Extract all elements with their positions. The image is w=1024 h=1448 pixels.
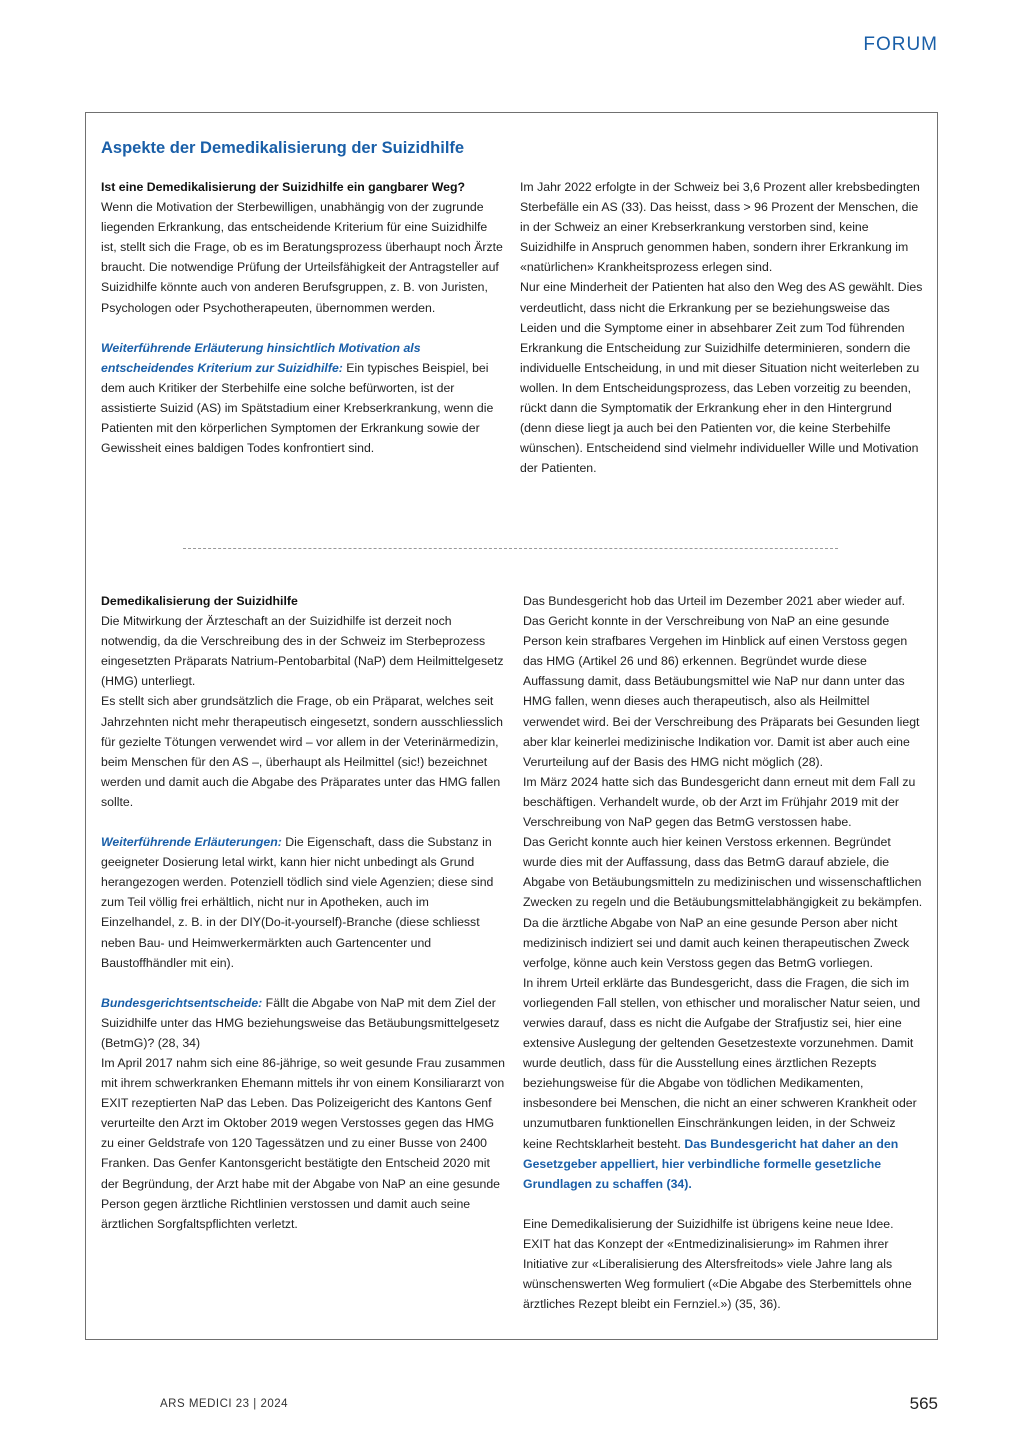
motivation-lead: Weiterführende Erläuterung hinsichtlich Motivation als entscheidendes Kriterium zur Suizidhilfe: <box>101 340 421 375</box>
question-text: Wenn die Motivation der Sterbewilligen, unabhängig von der zugrunde liegenden Erkrankung, das entscheidende Kriterium für eine Suizidhilfe ist, stellt sich die Frage, ob es im Beratungsprozess überhaupt noch Ärzte braucht. Die notwendige Prüfung der Urteilsfähigkeit der Antragsteller auf Suizidhilfe könnte auch von anderen Berufsgruppen, z. B. von Juristen, Psychologen oder Psychotherapeuten, übernommen werden. <box>101 200 503 315</box>
demedicalization-text: Die Mitwirkung der Ärzteschaft an der Suizidhilfe ist derzeit noch notwendig, da die Verschreibung des in der Schweiz im Sterbeprozess eingesetzten Präparats Natrium-Pentobarbital (NaP) dem Heilmittelgesetz (HMG) unterliegt. <box>101 614 504 689</box>
ruling-2021-paragraph: Das Bundesgericht hob das Urteil im Dezember 2021 aber wieder auf. Das Gericht konnte in der Verschreibung von NaP an eine gesunde Person kein strafbares Vergehen im Hinblick auf einen Verstoss gegen das HMG (Artikel 26 und 86) erkennen. Begründet wurde diese Auffassung damit, dass Betäubungsmittel wie NaP nur dann unter das HMG fallen, wenn dieses auch therapeutisch, also als Heilmittel verwendet wird. Bei der Verschreibung des Präparats bei Gesunden liegt aber klar keinerlei medizinische Indikation vor. Damit ist aber auch eine Verurteilung auf der Basis des HMG nicht möglich (28). <box>523 594 920 769</box>
rulings-lead: Bundesgerichtsentscheide: <box>101 995 263 1010</box>
question-heading: Ist eine Demedikalisierung der Suizidhilfe ein gangbarer Weg? <box>101 180 465 194</box>
minority-paragraph: Nur eine Minderheit der Patienten hat also den Weg des AS gewählt. Dies verdeutlicht, dass nicht die Erkrankung per se beziehungsweise das Leiden und die Symptome einer in absehbarer Zeit zum Tod führenden Erkrankung die Entscheidung zur Suizidhilfe determinieren, sondern die individuelle Entscheidung, in und mit dieser Situation nicht weiterleben zu wollen. In dem Entscheidungsprozess, das Leben vorzeitig zu beenden, rückt dann die Symptomatik der Erkrankung eher in den Hintergrund (denn diese liegt ja auch bei den Patienten vor, die keine Sterbehilfe wünschen). Entscheidend sind vielmehr individueller Wille und Motivation der Patienten. <box>520 280 923 476</box>
rulings-text: Fällt die Abgabe von NaP mit dem Ziel der Suizidhilfe unter das HMG beziehungsweise das Betäubungsmittelgesetz (BetmG)? (28, 34) <box>101 995 500 1050</box>
statistics-paragraph: Im Jahr 2022 erfolgte in der Schweiz bei 3,6 Prozent aller krebsbedingten Sterbefälle ein AS (33). Das heisst, dass > 96 Prozent der Menschen, die in der Schweiz an einer Krebserkrankung verstorben sind, keine Suizidhilfe in Anspruch genommen haben, sondern ihrer Erkrankung im «natürlichen» Krankheitsprozess erlegen sind. <box>520 180 920 275</box>
betmg-paragraph: Das Gericht konnte auch hier keinen Verstoss erkennen. Begründet wurde dies mit der Auffassung, dass das BetmG darauf abziele, die Abgabe von Betäubungsmitteln zu medizinischen und wissenschaftlichen Zwecken zu regeln und die Betäubungsmittelabhängigkeit zu bekämpfen. Da die ärztliche Abgabe von NaP an eine gesunde Person aber nicht medizinisch indiziert sei und damit auch keinen therapeutischen Zweck verfolge, könne auch kein Verstoss gegen das BetmG vorliegen. <box>523 835 923 970</box>
demedicalization-paragraph <box>101 591 505 691</box>
verdict-highlight: Das Bundesgericht hat daher an den Gesetzgeber appelliert, hier verbindliche formelle gesetzliche Grundlagen zu schaffen (34). <box>523 1136 899 1191</box>
motivation-paragraph <box>101 338 505 459</box>
ruling-2024-paragraph: Im März 2024 hatte sich das Bundesgericht dann erneut mit dem Fall zu beschäftigen. Verhandelt wurde, ob der Arzt im Frühjahr 2019 mit der Verschreibung von NaP gegen das BetmG verstossen habe. <box>523 774 916 830</box>
part1-column-2 <box>520 177 924 478</box>
rulings-paragraph <box>101 993 505 1053</box>
exit-paragraph: Eine Demedikalisierung der Suizidhilfe ist übrigens keine neue Idee. EXIT hat das Konzept der «Entmedizinalisierung» im Rahmen ihrer Initiative zur «Liberalisierung des Altersfreitods» viele Jahre lang als wünschenswerten Weg formuliert («Die Abgabe des Sterbemittels ohne ärztliches Rezept bleibt ein Fernziel.») (35, 36). <box>523 1216 912 1312</box>
section-label: FORUM <box>863 34 938 55</box>
part2-column-2 <box>523 591 923 1314</box>
article-box <box>85 112 938 1340</box>
explanations-paragraph <box>101 832 505 973</box>
explanations-text: Die Eigenschaft, dass die Substanz in geeigneter Dosierung letal wirkt, kann hier nicht unbedingt als Grund herangezogen werden. Potenziell tödlich sind viele Agenzien; diese sind zum Teil völlig frei erhältlich, nicht nur in Apotheken, auch im Einzelhandel, z. B. in der DIY(Do-it-yourself)-Branche (diese schliesst neben Bau- und Heimwerkermärkten auch Gartencenter und Baustoffhändler mit ein). <box>101 835 494 970</box>
part1-column-1 <box>101 177 505 458</box>
journal-footer: ARS MEDICI 23 | 2024 <box>160 1398 289 1410</box>
verdict-text: In ihrem Urteil erklärte das Bundesgericht, dass die Fragen, die sich im vorliegenden Fall stellen, von ethischer und moralischer Natur seien, und verwies darauf, dass es nicht die Aufgabe der Strafjustiz sei, hier eine extensive Auslegung der geltenden Gesetzestexte vorzunehmen. Damit wurde deutlich, dass für die Ausstellung eines ärztlichen Rezepts beziehungsweise für die Abgabe von tödlichen Medikamenten, insbesondere bei Menschen, die nicht an einer schweren Krankheit oder unzumutbaren funktionellen Einschränkungen leiden, in der Schweiz keine Rechtsklarheit besteht. <box>523 975 921 1151</box>
case-2017-paragraph: Im April 2017 nahm sich eine 86-jährige, so weit gesunde Frau zusammen mit ihrem schwerkranken Ehemann mittels ihr von einem Konsiliararzt von EXIT rezeptierten NaP das Leben. Das Polizeigericht des Kantons Genf verurteilte den Arzt im Oktober 2019 wegen Verstosses gegen das HMG zu einer Geldstrafe von 120 Tagessätzen und zu einer Busse von 2400 Franken. Das Genfer Kantonsgericht bestätigte den Entscheid 2020 mit der Begründung, der Arzt habe mit der Abgabe von NaP an eine gesunde Person gegen ärztliche Richtlinien verstossen und damit auch seine ärztlichen Sorgfaltspflichten verletzt. <box>101 1055 505 1231</box>
heilmittel-paragraph: Es stellt sich aber grundsätzlich die Frage, ob ein Präparat, welches seit Jahrzehnten nicht mehr therapeutisch eingesetzt, sondern ausschliesslich für gezielte Tötungen verwendet wird – vor allem in der Veterinärmedizin, beim Menschen für den AS –, überhaupt als Heilmittel (sic!) bezeichnet werden und damit auch die Abgabe des Präparates unter das HMG fallen sollte. <box>101 694 503 809</box>
box-title: Aspekte der Demedikalisierung der Suizidhilfe <box>101 139 465 157</box>
page-number: 565 <box>909 1394 938 1413</box>
question-paragraph <box>101 177 505 318</box>
verdict-paragraph <box>523 973 923 1194</box>
part2-column-1 <box>101 591 505 1234</box>
dashed-divider <box>183 548 838 549</box>
motivation-text: Ein typisches Beispiel, bei dem auch Kritiker der Sterbehilfe eine solche befürworten, ist der assistierte Suizid (AS) im Spätstadium einer Krebserkrankung, wenn die Patienten mit den körperlichen Symptomen der Erkrankung sowie der Gewissheit eines baldigen Todes konfrontiert sind. <box>101 360 494 456</box>
demedicalization-heading: Demedikalisierung der Suizidhilfe <box>101 594 298 608</box>
explanations-lead: Weiterführende Erläuterungen: <box>101 835 282 850</box>
